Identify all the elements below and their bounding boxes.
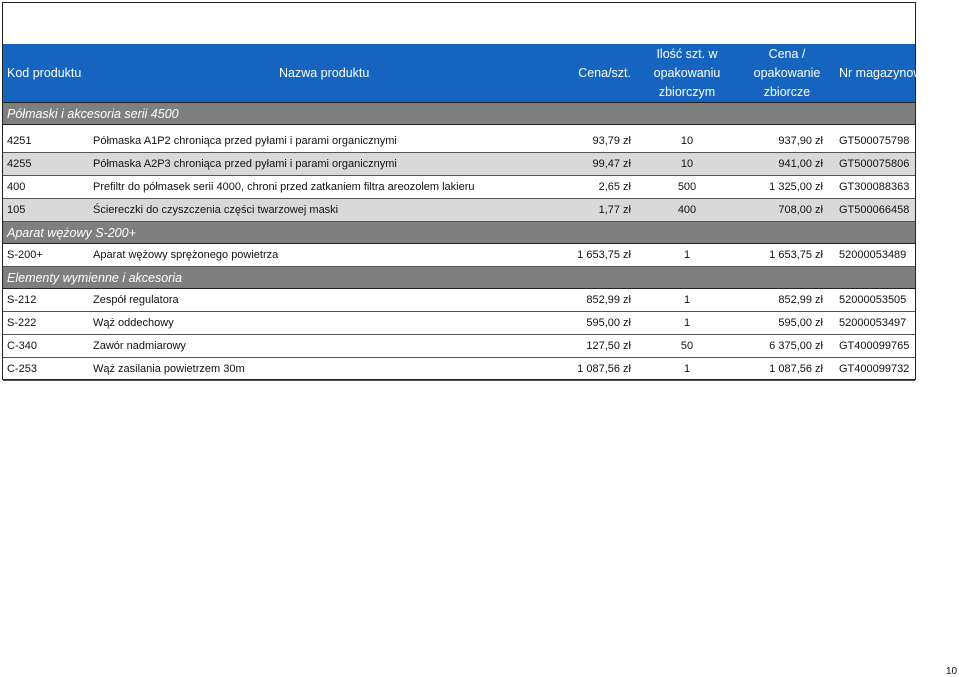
cell-qty: 400 xyxy=(635,199,739,222)
cell-pack-price: 595,00 zł xyxy=(739,312,835,335)
cell-name: Aparat wężowy sprężonego powietrza xyxy=(89,244,555,267)
cell-stock: 52000053497 xyxy=(835,312,915,335)
cell-code: 105 xyxy=(3,199,89,222)
cell-qty: 1 xyxy=(635,358,739,381)
cell-stock: GT500075806 xyxy=(835,153,915,176)
cell-stock: GT500066458 xyxy=(835,199,915,222)
cell-qty: 500 xyxy=(635,176,739,199)
cell-stock: GT300088363 xyxy=(835,176,915,199)
header-pack-price: Cena / opakowanie zbiorcze xyxy=(739,44,835,103)
cell-price: 852,99 zł xyxy=(555,289,635,312)
cell-price: 1 653,75 zł xyxy=(555,244,635,267)
table-row xyxy=(3,244,915,267)
cell-stock: GT400099732 xyxy=(835,358,915,381)
cell-code: C-253 xyxy=(3,358,89,381)
cell-code: C-340 xyxy=(3,335,89,358)
header-stock: Nr magazynowy xyxy=(835,44,915,103)
cell-price: 595,00 zł xyxy=(555,312,635,335)
cell-pack-price: 852,99 zł xyxy=(739,289,835,312)
cell-qty: 10 xyxy=(635,130,739,153)
cell-price: 2,65 zł xyxy=(555,176,635,199)
cell-stock: GT500075798 xyxy=(835,130,915,153)
table-row xyxy=(3,358,915,381)
section-header xyxy=(3,222,915,244)
cell-name: Półmaska A1P2 chroniąca przed pyłami i parami organicznymi xyxy=(89,130,555,153)
cell-code: S-212 xyxy=(3,289,89,312)
cell-pack-price: 1 653,75 zł xyxy=(739,244,835,267)
cell-name: Zespół regulatora xyxy=(89,289,555,312)
section-header xyxy=(3,267,915,289)
section-title: Aparat wężowy S-200+ xyxy=(3,222,915,244)
cell-qty: 10 xyxy=(635,153,739,176)
cell-code: S-200+ xyxy=(3,244,89,267)
table-row xyxy=(3,199,915,222)
table-row xyxy=(3,289,915,312)
table-row xyxy=(3,176,915,199)
cell-pack-price: 941,00 zł xyxy=(739,153,835,176)
cell-qty: 1 xyxy=(635,289,739,312)
cell-code: 4255 xyxy=(3,153,89,176)
section-header xyxy=(3,103,915,125)
cell-name: Półmaska A2P3 chroniąca przed pyłami i parami organicznymi xyxy=(89,153,555,176)
header-row xyxy=(3,44,915,103)
section-title: Elementy wymienne i akcesoria xyxy=(3,267,915,289)
cell-price: 127,50 zł xyxy=(555,335,635,358)
cell-qty: 1 xyxy=(635,244,739,267)
cell-pack-price: 6 375,00 zł xyxy=(739,335,835,358)
table-row xyxy=(3,312,915,335)
cell-pack-price: 1 325,00 zł xyxy=(739,176,835,199)
cell-code: S-222 xyxy=(3,312,89,335)
header-name: Nazwa produktu xyxy=(89,44,555,103)
cell-pack-price: 937,90 zł xyxy=(739,130,835,153)
price-list-sheet xyxy=(2,2,929,380)
cell-name: Prefiltr do półmasek serii 4000, chroni przed zatkaniem filtra areozolem lakieru xyxy=(89,176,555,199)
cell-name: Wąż oddechowy xyxy=(89,312,555,335)
cell-price: 1,77 zł xyxy=(555,199,635,222)
cell-stock: 52000053505 xyxy=(835,289,915,312)
cell-stock: GT400099765 xyxy=(835,335,915,358)
cell-name: Zawór nadmiarowy xyxy=(89,335,555,358)
section-title: Półmaski i akcesoria serii 4500 xyxy=(3,103,915,125)
cell-code: 400 xyxy=(3,176,89,199)
page-number: 10 xyxy=(946,666,958,677)
table-row xyxy=(3,153,915,176)
cell-pack-price: 708,00 zł xyxy=(739,199,835,222)
cell-code: 4251 xyxy=(3,130,89,153)
price-table xyxy=(3,44,929,381)
header-qty: Ilość szt. w opakowaniu zbiorczym xyxy=(635,44,739,103)
header-price: Cena/szt. xyxy=(555,44,635,103)
cell-price: 1 087,56 zł xyxy=(555,358,635,381)
cell-name: Wąż zasilania powietrzem 30m xyxy=(89,358,555,381)
cell-stock: 52000053489 xyxy=(835,244,915,267)
cell-price: 93,79 zł xyxy=(555,130,635,153)
table-row xyxy=(3,335,915,358)
cell-pack-price: 1 087,56 zł xyxy=(739,358,835,381)
table-row xyxy=(3,130,915,153)
cell-qty: 50 xyxy=(635,335,739,358)
cell-price: 99,47 zł xyxy=(555,153,635,176)
cell-qty: 1 xyxy=(635,312,739,335)
cell-name: Ściereczki do czyszczenia części twarzowej maski xyxy=(89,199,555,222)
table-body xyxy=(3,103,915,381)
header-code: Kod produktu xyxy=(3,44,89,103)
